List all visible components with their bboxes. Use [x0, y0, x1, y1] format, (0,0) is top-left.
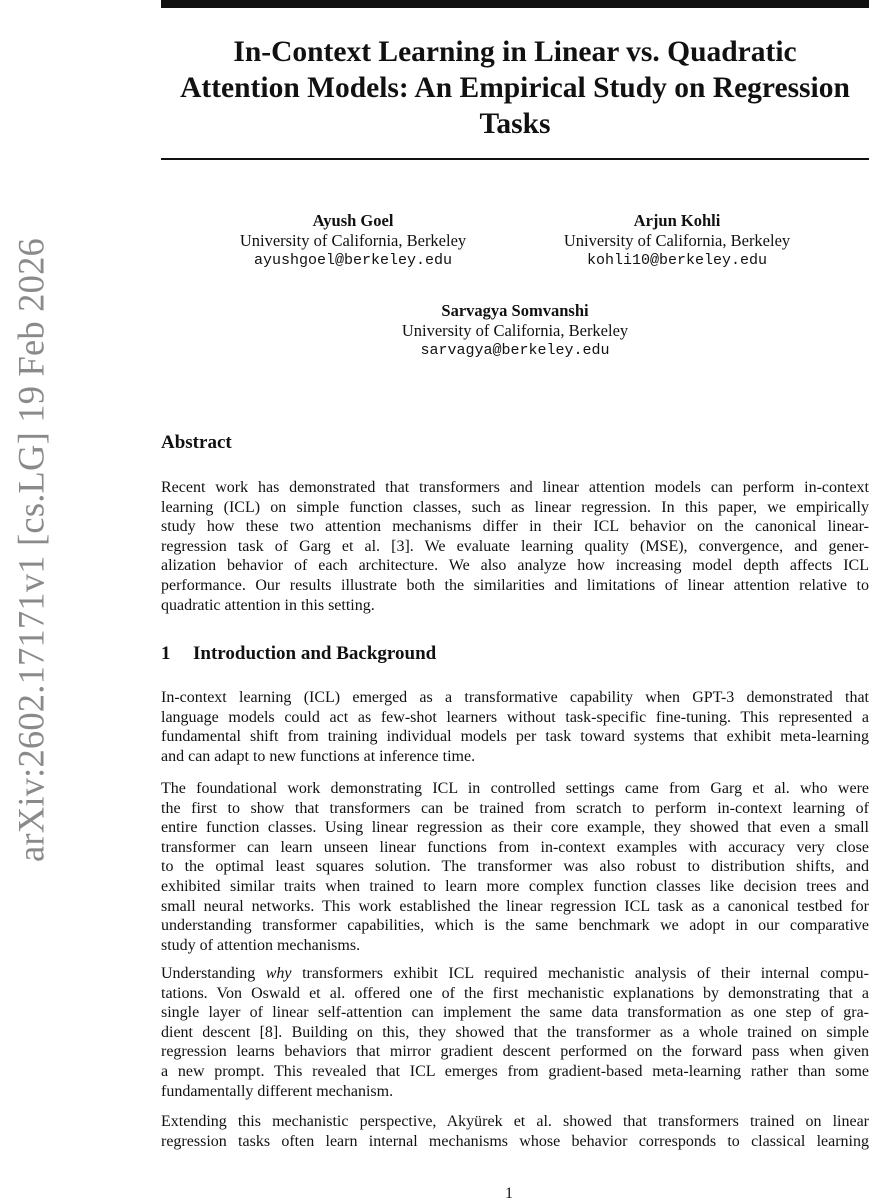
- text-line: small neural networks. This work established the linear regression ICL task as a canonical testbed for: [161, 897, 869, 915]
- title-line: Attention Models: An Empirical Study on Regression: [180, 72, 850, 104]
- text-line: The foundational work demonstrating ICL in controlled settings came from Garg et al. who were: [161, 780, 869, 797]
- author-block: [213, 211, 493, 271]
- author-name: Sarvagya Somvanshi: [441, 301, 589, 320]
- text-line: alization behavior of each architecture. We also analyze how increasing model depth affects ICL: [161, 557, 869, 575]
- text-line: exhibited similar traits when trained to learn more complex function classes like decision trees and: [161, 877, 869, 895]
- text-line: Understanding why transformers exhibit ICL required mechanistic analysis of their internal compu-: [161, 965, 870, 982]
- text-line: regression tasks often learn internal mechanisms whose behavior corresponds to classical learning: [161, 1132, 869, 1150]
- text-line: quadratic attention in this setting.: [161, 596, 375, 614]
- title-bottom-rule: [161, 158, 869, 160]
- text-line: fundamental shift from training individual models per task toward systems that exhibit meta-learning: [161, 728, 869, 746]
- author-email[interactable]: sarvagya@berkeley.edu: [420, 342, 610, 359]
- author-block: [370, 301, 660, 361]
- author-affiliation: University of California, Berkeley: [563, 231, 791, 250]
- text-line: regression learns behaviors that mirror gradient descent performed on the forward pass when given: [161, 1043, 869, 1061]
- abstract-body: [161, 478, 869, 615]
- text-line: understanding transformer capabilities, which is the same benchmark we adopt in our comparative: [161, 917, 869, 935]
- arxiv-id: arXiv:2602.17171v1 [cs.LG] 19 Feb 2026: [10, 238, 52, 862]
- text-line: regression task of Garg et al. [3]. We evaluate learning quality (MSE), convergence, and gener-: [161, 537, 869, 555]
- author-affiliation: University of California, Berkeley: [401, 321, 629, 340]
- author-affiliation: University of California, Berkeley: [239, 231, 467, 250]
- paper-title: [161, 34, 869, 142]
- author-email[interactable]: ayushgoel@berkeley.edu: [253, 252, 453, 269]
- text-line: the first to show that transformers can be trained from scratch to perform in-context learning of: [161, 799, 869, 817]
- title-top-rule: [161, 0, 869, 8]
- emphasis-why: why: [265, 965, 292, 982]
- text-line: a new prompt. This revealed that ICL emerges from gradient-based meta-learning rather than some: [161, 1062, 869, 1080]
- page-number: 1: [505, 1185, 513, 1202]
- text-line: Extending this mechanistic perspective, Akyürek et al. showed that transformers trained on linear: [161, 1113, 869, 1130]
- text-line: In-context learning (ICL) emerged as a transformative capability when GPT-3 demonstrated that: [161, 689, 869, 706]
- text-line: language models could act as few-shot learners without task-specific fine-tuning. This represented a: [161, 708, 869, 726]
- arxiv-stamp: [10, 230, 52, 870]
- text-line: tations. Von Oswald et al. offered one of the first mechanistic explanations by demonstrating that a: [161, 984, 869, 1002]
- text-line: dient descent [8]. Building on this, they showed that the transformer as a whole trained on simple: [161, 1023, 869, 1041]
- section-number: 1: [161, 643, 171, 664]
- text-line: fundamentally different mechanism.: [161, 1082, 394, 1100]
- author-block: [537, 211, 817, 271]
- section-title: Introduction and Background: [193, 643, 437, 664]
- section-heading: [161, 643, 436, 665]
- intro-paragraph-4: [161, 1112, 869, 1151]
- text-line: Recent work has demonstrated that transformers and linear attention models can perform in-context: [161, 479, 869, 496]
- title-line: In-Context Learning in Linear vs. Quadratic: [233, 36, 797, 68]
- abstract-heading: Abstract: [161, 432, 232, 453]
- intro-paragraph-2: [161, 779, 869, 955]
- text-line: single layer of linear self-attention can implement the same data transformation as one step of gra-: [161, 1004, 869, 1022]
- title-line: Tasks: [479, 108, 551, 140]
- intro-paragraph-1: [161, 688, 869, 766]
- text-line: performance. Our results illustrate both the similarities and limitations of linear attention relative to: [161, 576, 869, 594]
- text-line: transformer can learn unseen linear functions from in-context examples with accuracy very close: [161, 838, 869, 856]
- author-name: Arjun Kohli: [633, 211, 721, 230]
- text-line: and can adapt to new functions at inference time.: [161, 747, 476, 765]
- text-line: entire function classes. Using linear regression as their core example, they showed that even a small: [161, 819, 869, 837]
- text-line: learning (ICL) on simple function classes, such as linear regression. In this paper, we empirically: [161, 498, 869, 516]
- text-line: study how these two attention mechanisms differ in their ICL behavior on the canonical linear-: [161, 518, 869, 536]
- text-line: study of attention mechanisms.: [161, 936, 361, 954]
- author-email[interactable]: kohli10@berkeley.edu: [586, 252, 768, 269]
- intro-paragraph-3: [161, 964, 869, 1101]
- author-name: Ayush Goel: [312, 211, 394, 230]
- text-line: to the optimal least squares solution. The transformer was also robust to distribution shifts, and: [161, 858, 869, 876]
